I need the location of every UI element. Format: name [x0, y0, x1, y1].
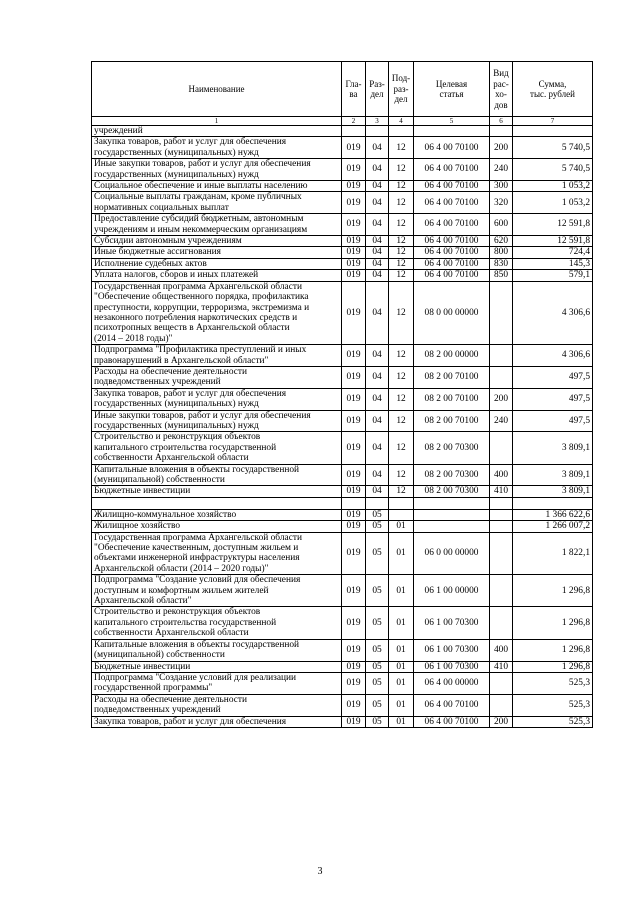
row-target: 08 2 00 70100: [414, 410, 490, 432]
row-podrazdel: 12: [389, 247, 414, 258]
table-row: [92, 575, 593, 607]
row-sum: 1 296,8: [513, 607, 593, 639]
row-podrazdel: 12: [389, 486, 414, 497]
table-row: [92, 532, 593, 575]
row-podrazdel: 12: [389, 388, 414, 410]
row-razdel: 05: [366, 661, 389, 672]
table-row: [92, 410, 593, 432]
row-razdel: 04: [366, 464, 389, 486]
row-target: 06 4 00 70100: [414, 258, 490, 269]
row-target: 08 2 00 70300: [414, 432, 490, 464]
row-razdel: 04: [366, 181, 389, 192]
row-glava: 019: [342, 137, 366, 159]
row-name: Капитальные вложения в объекты государственной (муниципальной) собственности: [92, 639, 342, 661]
row-podrazdel: 12: [389, 281, 414, 344]
row-target: 06 4 00 70100: [414, 137, 490, 159]
row-sum: [513, 497, 593, 509]
row-target: [414, 509, 490, 520]
row-target: [414, 497, 490, 509]
row-razdel: 05: [366, 694, 389, 716]
row-sum: 1 822,1: [513, 532, 593, 575]
row-glava: 019: [342, 345, 366, 367]
row-sum: 497,5: [513, 410, 593, 432]
row-razdel: 05: [366, 716, 389, 727]
row-target: [414, 126, 490, 137]
row-vid: 800: [490, 247, 513, 258]
row-razdel: 05: [366, 509, 389, 520]
row-glava: 019: [342, 159, 366, 181]
row-podrazdel: 01: [389, 661, 414, 672]
row-podrazdel: 12: [389, 345, 414, 367]
row-glava: 019: [342, 716, 366, 727]
row-name: Подпрограмма "Профилактика преступлений и иных правонарушений в Архангельской области": [92, 345, 342, 367]
row-sum: 497,5: [513, 366, 593, 388]
table-row: [92, 694, 593, 716]
column-number: 7: [513, 117, 593, 126]
row-target: 08 2 00 70100: [414, 366, 490, 388]
header-glava: Гла- ва: [342, 62, 366, 117]
row-target: 08 0 00 00000: [414, 281, 490, 344]
row-vid: 200: [490, 716, 513, 727]
table-row: [92, 181, 593, 192]
row-target: 06 1 00 70300: [414, 661, 490, 672]
row-vid: [490, 694, 513, 716]
row-target: 06 1 00 70300: [414, 639, 490, 661]
table-row: [92, 388, 593, 410]
row-glava: 019: [342, 388, 366, 410]
row-name: Подпрограмма "Создание условий для обеспечения доступным и комфортным жильем жителей Архангельской области": [92, 575, 342, 607]
row-sum: 4 306,6: [513, 281, 593, 344]
row-sum: 4 306,6: [513, 345, 593, 367]
row-vid: 240: [490, 410, 513, 432]
table-row: [92, 366, 593, 388]
row-glava: 019: [342, 270, 366, 281]
row-name: Социальное обеспечение и иные выплаты населению: [92, 181, 342, 192]
row-name: Иные закупки товаров, работ и услуг для обеспечения государственных (муниципальных) нужд: [92, 159, 342, 181]
table-row: [92, 521, 593, 532]
row-podrazdel: 12: [389, 366, 414, 388]
row-name: Предоставление субсидий бюджетным, автономным учреждениям и иным некоммерческим организациям: [92, 214, 342, 236]
row-glava: 019: [342, 432, 366, 464]
row-name: учреждений: [92, 126, 342, 137]
row-glava: 019: [342, 410, 366, 432]
row-sum: 1 296,8: [513, 575, 593, 607]
row-razdel: 05: [366, 672, 389, 694]
row-name: Расходы на обеспечение деятельности подведомственных учреждений: [92, 366, 342, 388]
table-row: [92, 270, 593, 281]
row-vid: 400: [490, 639, 513, 661]
header-name: Наименование: [92, 62, 342, 117]
table-row: [92, 716, 593, 727]
row-name: Государственная программа Архангельской области "Обеспечение качественным, доступным жильем и объектами инженерной инфраструктуры населения Архангельской области (2014 – 2020 годы)": [92, 532, 342, 575]
row-target: 06 4 00 70100: [414, 247, 490, 258]
row-glava: [342, 497, 366, 509]
row-name: Уплата налогов, сборов и иных платежей: [92, 270, 342, 281]
row-vid: 830: [490, 258, 513, 269]
row-razdel: 04: [366, 247, 389, 258]
row-razdel: 04: [366, 236, 389, 247]
row-podrazdel: 12: [389, 464, 414, 486]
row-target: 06 4 00 70100: [414, 181, 490, 192]
row-sum: 497,5: [513, 388, 593, 410]
table-row: [92, 509, 593, 520]
row-sum: 3 809,1: [513, 432, 593, 464]
row-name: Жилищно-коммунальное хозяйство: [92, 509, 342, 520]
row-glava: 019: [342, 214, 366, 236]
row-vid: [490, 575, 513, 607]
column-number: 2: [342, 117, 366, 126]
column-number: 6: [490, 117, 513, 126]
row-name: Закупка товаров, работ и услуг для обеспечения: [92, 716, 342, 727]
table-row: [92, 258, 593, 269]
row-sum: 724,4: [513, 247, 593, 258]
row-vid: 300: [490, 181, 513, 192]
row-podrazdel: 12: [389, 258, 414, 269]
row-target: 06 4 00 70100: [414, 270, 490, 281]
row-sum: [513, 126, 593, 137]
row-target: 06 4 00 70100: [414, 159, 490, 181]
row-glava: 019: [342, 672, 366, 694]
table-row: [92, 672, 593, 694]
table-row: [92, 126, 593, 137]
row-vid: 850: [490, 270, 513, 281]
row-sum: 5 740,5: [513, 137, 593, 159]
row-vid: 320: [490, 192, 513, 214]
row-glava: 019: [342, 281, 366, 344]
table-row: [92, 432, 593, 464]
row-name: Закупка товаров, работ и услуг для обеспечения государственных (муниципальных) нужд: [92, 388, 342, 410]
table-row: [92, 192, 593, 214]
row-podrazdel: 01: [389, 607, 414, 639]
row-vid: [490, 126, 513, 137]
spacer-row: [92, 497, 593, 509]
row-razdel: [366, 497, 389, 509]
row-razdel: 04: [366, 214, 389, 236]
row-glava: 019: [342, 181, 366, 192]
row-vid: [490, 509, 513, 520]
row-razdel: 05: [366, 575, 389, 607]
row-sum: 1 266 007,2: [513, 521, 593, 532]
table-row: [92, 486, 593, 497]
table-body: [92, 126, 593, 728]
budget-table: [91, 61, 593, 728]
row-podrazdel: [389, 509, 414, 520]
row-podrazdel: 12: [389, 137, 414, 159]
row-glava: 019: [342, 192, 366, 214]
row-target: 06 4 00 70100: [414, 694, 490, 716]
row-glava: 019: [342, 464, 366, 486]
table-row: [92, 607, 593, 639]
row-razdel: 05: [366, 639, 389, 661]
row-target: 06 1 00 70300: [414, 607, 490, 639]
row-name: Государственная программа Архангельской области "Обеспечение общественного порядка, профилактика преступности, коррупции, терроризма, экстремизма и незаконного потребления наркотических средств и психотропных веществ в Архангельской области (2014 – 2018 годы)": [92, 281, 342, 344]
header-vid: Вид рас- хо- дов: [490, 62, 513, 117]
row-sum: 12 591,8: [513, 214, 593, 236]
row-podrazdel: 12: [389, 214, 414, 236]
row-name: Иные бюджетные ассигнования: [92, 247, 342, 258]
row-name: Иные закупки товаров, работ и услуг для обеспечения государственных (муниципальных) нужд: [92, 410, 342, 432]
row-sum: 5 740,5: [513, 159, 593, 181]
table-row: [92, 159, 593, 181]
row-razdel: 04: [366, 192, 389, 214]
row-razdel: 04: [366, 345, 389, 367]
row-name: Капитальные вложения в объекты государственной (муниципальной) собственности: [92, 464, 342, 486]
row-glava: 019: [342, 486, 366, 497]
row-razdel: [366, 126, 389, 137]
row-vid: 240: [490, 159, 513, 181]
row-razdel: 04: [366, 410, 389, 432]
header-razdel: Раз- дел: [366, 62, 389, 117]
row-sum: 1 296,8: [513, 661, 593, 672]
row-name: Строительство и реконструкция объектов капитального строительства государственной собственности Архангельской области: [92, 432, 342, 464]
row-vid: [490, 345, 513, 367]
row-name: [92, 497, 342, 509]
column-numbers-row: [92, 117, 593, 126]
row-podrazdel: 12: [389, 410, 414, 432]
row-vid: [490, 672, 513, 694]
row-podrazdel: 12: [389, 159, 414, 181]
column-number: 4: [389, 117, 414, 126]
row-podrazdel: 12: [389, 270, 414, 281]
row-name: Субсидии автономным учреждениям: [92, 236, 342, 247]
table-row: [92, 661, 593, 672]
row-sum: 1 296,8: [513, 639, 593, 661]
row-vid: 620: [490, 236, 513, 247]
table-row: [92, 247, 593, 258]
row-vid: 400: [490, 464, 513, 486]
row-vid: [490, 607, 513, 639]
row-glava: 019: [342, 575, 366, 607]
row-razdel: 04: [366, 432, 389, 464]
table-row: [92, 345, 593, 367]
header-target: Целевая статья: [414, 62, 490, 117]
row-glava: 019: [342, 509, 366, 520]
row-glava: 019: [342, 694, 366, 716]
table-row: [92, 137, 593, 159]
row-target: 06 4 00 70100: [414, 214, 490, 236]
row-razdel: 04: [366, 159, 389, 181]
row-vid: 410: [490, 486, 513, 497]
row-podrazdel: 01: [389, 672, 414, 694]
row-target: 06 1 00 00000: [414, 575, 490, 607]
row-name: Строительство и реконструкция объектов капитального строительства государственной собственности Архангельской области: [92, 607, 342, 639]
row-vid: 410: [490, 661, 513, 672]
row-vid: [490, 281, 513, 344]
row-razdel: 04: [366, 137, 389, 159]
row-sum: 1 053,2: [513, 192, 593, 214]
row-razdel: 04: [366, 258, 389, 269]
row-target: 06 4 00 70100: [414, 192, 490, 214]
row-name: Социальные выплаты гражданам, кроме публичных нормативных социальных выплат: [92, 192, 342, 214]
row-name: Расходы на обеспечение деятельности подведомственных учреждений: [92, 694, 342, 716]
row-podrazdel: 12: [389, 192, 414, 214]
row-razdel: 04: [366, 486, 389, 497]
row-podrazdel: 12: [389, 236, 414, 247]
row-name: Бюджетные инвестиции: [92, 661, 342, 672]
row-vid: [490, 521, 513, 532]
row-vid: [490, 532, 513, 575]
column-number: 3: [366, 117, 389, 126]
row-razdel: 05: [366, 607, 389, 639]
row-razdel: 04: [366, 281, 389, 344]
row-glava: 019: [342, 236, 366, 247]
row-podrazdel: 01: [389, 575, 414, 607]
row-sum: 525,3: [513, 672, 593, 694]
row-target: 06 0 00 00000: [414, 532, 490, 575]
row-razdel: 05: [366, 532, 389, 575]
column-number: 1: [92, 117, 342, 126]
table-row: [92, 464, 593, 486]
row-glava: 019: [342, 532, 366, 575]
row-podrazdel: 12: [389, 432, 414, 464]
row-sum: 3 809,1: [513, 486, 593, 497]
row-podrazdel: [389, 126, 414, 137]
row-target: 08 2 00 00000: [414, 345, 490, 367]
row-target: 08 2 00 70100: [414, 388, 490, 410]
row-name: Закупка товаров, работ и услуг для обеспечения государственных (муниципальных) нужд: [92, 137, 342, 159]
page-number: 3: [317, 866, 323, 877]
row-podrazdel: 12: [389, 181, 414, 192]
row-sum: 579,1: [513, 270, 593, 281]
row-name: Подпрограмма "Создание условий для реализации государственной программы": [92, 672, 342, 694]
row-sum: 145,3: [513, 258, 593, 269]
table-row: [92, 214, 593, 236]
row-sum: 1 053,2: [513, 181, 593, 192]
row-name: Бюджетные инвестиции: [92, 486, 342, 497]
table-row: [92, 639, 593, 661]
row-razdel: 04: [366, 388, 389, 410]
row-glava: 019: [342, 366, 366, 388]
row-vid: 600: [490, 214, 513, 236]
row-glava: [342, 126, 366, 137]
row-sum: 525,3: [513, 694, 593, 716]
row-vid: [490, 497, 513, 509]
row-target: 06 4 00 70100: [414, 716, 490, 727]
row-sum: 3 809,1: [513, 464, 593, 486]
row-glava: 019: [342, 639, 366, 661]
row-podrazdel: 01: [389, 639, 414, 661]
row-target: 08 2 00 70300: [414, 486, 490, 497]
row-podrazdel: [389, 497, 414, 509]
row-glava: 019: [342, 607, 366, 639]
row-vid: [490, 432, 513, 464]
row-vid: 200: [490, 137, 513, 159]
header-row: [92, 62, 593, 117]
row-target: [414, 521, 490, 532]
row-target: 06 4 00 70100: [414, 236, 490, 247]
row-podrazdel: 01: [389, 716, 414, 727]
row-podrazdel: 01: [389, 694, 414, 716]
row-sum: 1 366 622,6: [513, 509, 593, 520]
row-name: Жилищное хозяйство: [92, 521, 342, 532]
row-sum: 12 591,8: [513, 236, 593, 247]
table-row: [92, 281, 593, 344]
row-glava: 019: [342, 521, 366, 532]
header-sum: Сумма, тыс. рублей: [513, 62, 593, 117]
row-razdel: 05: [366, 521, 389, 532]
row-razdel: 04: [366, 270, 389, 281]
row-podrazdel: 01: [389, 521, 414, 532]
row-sum: 525,3: [513, 716, 593, 727]
row-vid: [490, 366, 513, 388]
row-name: Исполнение судебных актов: [92, 258, 342, 269]
row-glava: 019: [342, 661, 366, 672]
row-razdel: 04: [366, 366, 389, 388]
row-target: 08 2 00 70300: [414, 464, 490, 486]
row-target: 06 4 00 00000: [414, 672, 490, 694]
row-vid: 200: [490, 388, 513, 410]
header-podrazdel: Под- раз- дел: [389, 62, 414, 117]
row-podrazdel: 01: [389, 532, 414, 575]
row-glava: 019: [342, 247, 366, 258]
table-row: [92, 236, 593, 247]
row-glava: 019: [342, 258, 366, 269]
column-number: 5: [414, 117, 490, 126]
